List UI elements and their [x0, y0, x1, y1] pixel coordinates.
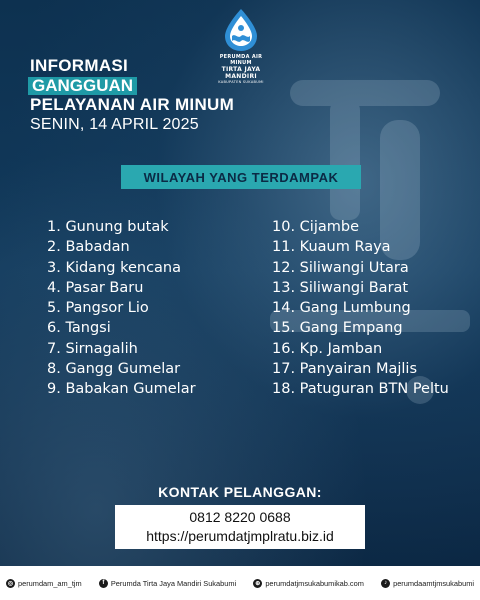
list-item: 13. Siliwangi Barat [272, 279, 409, 296]
list-item: 6. Tangsi [47, 320, 111, 337]
instagram-handle: perumdam_am_tjm [18, 578, 82, 588]
list-item: 10. Cijambe [272, 219, 359, 235]
logo-region: KABUPATEN SUKABUMI [218, 80, 264, 84]
list-item: 17. Panyairan Majlis [272, 361, 418, 378]
title-block [30, 56, 234, 135]
list-item: 16. Kp. Jamban [272, 340, 383, 357]
website-handle: perumdatjmsukabumikab.com [265, 578, 364, 588]
list-item: 11. Kuaum Raya [272, 239, 391, 256]
affected-region-banner: WILAYAH YANG TERDAMPAK [121, 165, 361, 189]
list-item: 1. Gunung butak [47, 219, 169, 235]
contact-label: KONTAK PELANGGAN: [158, 484, 322, 500]
facebook-icon: f [99, 579, 108, 588]
tiktok-handle: perumdaamtjmsukabumi [393, 578, 474, 588]
contact-phone[interactable]: 0812 8220 0688 [189, 509, 291, 525]
logo-subtitle: PERUMDA AIR MINUM [219, 54, 263, 66]
list-item: 5. Pangsor Lio [47, 300, 149, 317]
title-line-3: PELAYANAN AIR MINUM [30, 95, 235, 114]
water-drop-icon [221, 8, 261, 52]
footer-tiktok[interactable] [381, 579, 474, 588]
area-list-left [47, 217, 196, 400]
list-item: 4. Pasar Baru [47, 279, 144, 296]
footer-facebook[interactable] [99, 579, 236, 588]
title-date: SENIN, 14 APRIL 2025 [30, 116, 199, 133]
title-line-1: INFORMASI [30, 56, 129, 75]
list-item: 8. Gangg Gumelar [47, 361, 181, 378]
facebook-handle: Perumda Tirta Jaya Mandiri Sukabumi [110, 578, 237, 588]
footer-instagram[interactable] [6, 579, 82, 588]
instagram-icon: ◎ [7, 580, 14, 587]
list-item: 15. Gang Empang [272, 320, 403, 337]
list-item: 9. Babakan Gumelar [47, 381, 196, 398]
area-list-right [272, 217, 449, 400]
list-item: 12. Siliwangi Utara [272, 259, 409, 276]
list-item: 3. Kidang kencana [47, 259, 181, 276]
contact-box [115, 505, 365, 549]
globe-icon: ⊕ [255, 580, 261, 587]
list-item: 2. Babadan [47, 239, 130, 256]
list-item: 7. Sirnagalih [47, 340, 138, 357]
logo-name: TIRTA JAYA MANDIRI [221, 66, 261, 80]
contact-website-link[interactable]: https://perumdatjmplratu.biz.id [146, 528, 334, 544]
list-item: 18. Patuguran BTN Peltu [272, 381, 449, 398]
title-highlight: GANGGUAN [28, 77, 137, 95]
footer-website[interactable] [253, 579, 364, 588]
social-footer [0, 566, 480, 600]
tiktok-icon: ♪ [381, 579, 390, 588]
list-item: 14. Gang Lumbung [272, 300, 411, 317]
